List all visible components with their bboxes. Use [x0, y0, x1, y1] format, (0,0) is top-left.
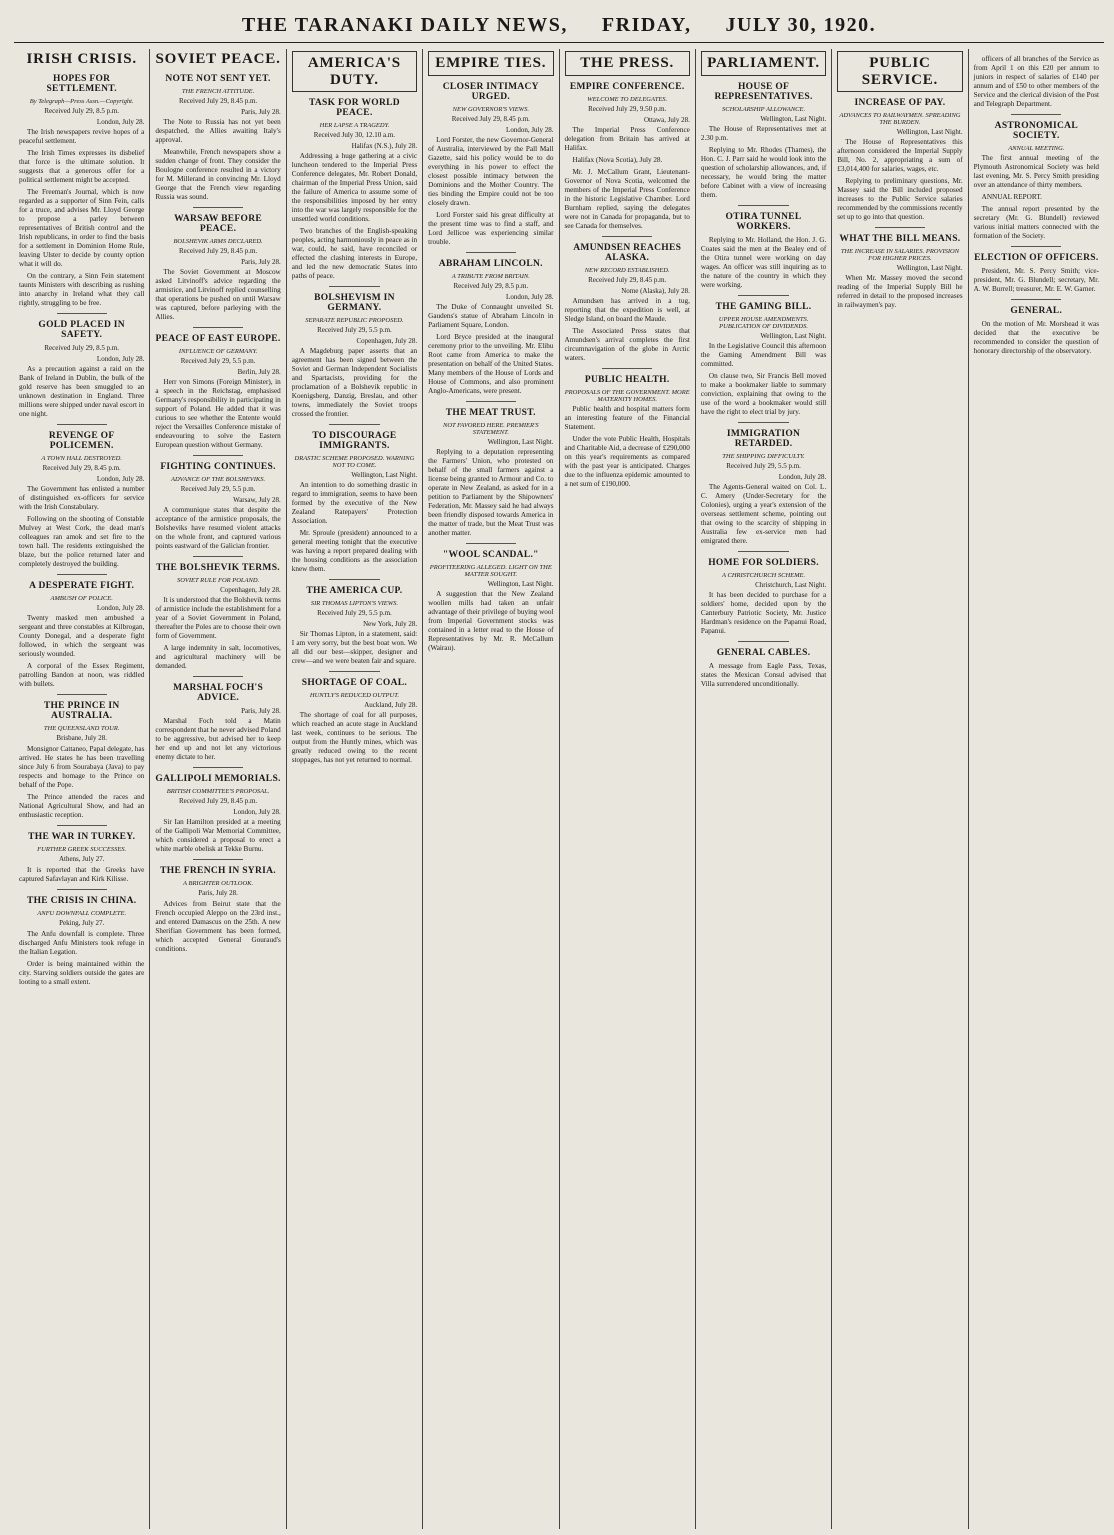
section-byline: UPPER HOUSE AMENDMENTS. PUBLICATION OF DIVIDENDS.: [718, 315, 809, 330]
section-divider: [738, 551, 788, 552]
section-subheading: A DESPERATE FIGHT.: [29, 580, 135, 591]
section-divider: [602, 236, 652, 237]
received-line: Received July 29, 8.45 p.m.: [178, 96, 258, 105]
article-paragraph: Meanwhile, French newspapers show a sudden change of front. They consider the Boulogne conference resulted in a victory for M. Millerand in convincing Mr. Lloyd George that the French view regarding Russia was sound.: [155, 147, 281, 201]
masthead-paper-name: THE TARANAKI DAILY NEWS,: [241, 13, 568, 36]
column-8: [969, 49, 1104, 1529]
section-subheading: GENERAL.: [1010, 306, 1063, 316]
column-heading: PARLIAMENT.: [701, 51, 826, 76]
section-byline: HUNTLY'S REDUCED OUTPUT.: [309, 692, 399, 699]
section-byline: A CHRISTCHURCH SCHEME.: [722, 571, 806, 579]
section-divider: [738, 422, 788, 423]
section-divider: [738, 205, 788, 206]
article-paragraph: A message from Eagle Pass, Texas, states the Mexican Consul advised that Villa surrendered unconditionally.: [700, 661, 827, 688]
section-divider: [875, 227, 925, 228]
column-6: [696, 49, 832, 1529]
article-paragraph: The Freeman's Journal, which is now regarded as a supporter of Sinn Fein, calls for a truce, and advises Mr. Lloyd George to propose a parley between representatives of British control and the Irish republicans, in order to find the basis for a settlement in Dominion Home Rule, leaving Ulster to decide by county option what it will do.: [19, 187, 145, 268]
section-subheading: THE MEAT TRUST.: [445, 407, 536, 418]
article-paragraph: Two branches of the English-speaking peoples, acting harmoniously in peace as in war, could, he said, have reconciled or effected the clashing interests in Europe, and led the new democratic States into paths of peace.: [291, 227, 418, 280]
column-7: [832, 49, 968, 1529]
article-paragraph: officers of all branches of the Service as from April 1 on this £20 per annum to juniors in respect of salaries of £140 per annum and of £50 to other members of the Service and the clerical division of the Post and Telegraph Department.: [973, 55, 1099, 108]
section-divider: [57, 574, 107, 575]
column-heading: SOVIET PEACE.: [155, 51, 281, 67]
article-paragraph: It has been decided to purchase for a soldiers' home, decided upon by the Canterbury Patriotic Society, Mr. Justice Hardman's residence on the Papanui Road, Papanui.: [700, 590, 827, 635]
section-byline: PROPOSALS OF THE GOVERNMENT. MORE MATERNITY HOMES.: [564, 388, 690, 403]
section-subheading: "WOOL SCANDAL.": [442, 549, 539, 560]
section-byline: ADVANCES TO RAILWAYMEN. SPREADING THE BURDEN.: [839, 112, 961, 126]
section-subheading: TASK FOR WORLD PEACE.: [308, 98, 400, 118]
section-divider: [193, 455, 243, 456]
dateline: Paris, July 28.: [241, 107, 281, 116]
received-line: Received July 29, 8.45 p.m.: [42, 463, 121, 472]
column-4: [423, 49, 559, 1529]
article-paragraph: The Note to Russia has not yet been despatched, the Allies awaiting Italy's approval.: [155, 117, 281, 144]
section-subheading: HOPES FOR SETTLEMENT.: [46, 73, 117, 94]
section-divider: [193, 859, 243, 860]
article-paragraph: Order is being maintained within the city. Starving soldiers outside the gates are looting to a small extent.: [19, 959, 145, 986]
article-paragraph: A Magdeburg paper asserts that an agreement has been signed between the Soviet and German Independent Socialists and Spartacists, providing for the proclamation of a Bolshevik republic in Koenigsberg, Danzig, Breslau, and other towns, immediately the Soviet troops crossed the frontier.: [291, 347, 418, 418]
section-divider: [193, 767, 243, 768]
received-line: Received July 29, 8.45 p.m.: [178, 796, 258, 805]
received-line: Received July 29, 5.5 p.m.: [726, 461, 801, 470]
dateline: Wellington, Last Night.: [487, 579, 554, 588]
article-paragraph: As a precaution against a raid on the Bank of Ireland in Dublin, the bulk of the gold reserve has been smuggled to an unknown destination in England. Three millions were shipped under naval escort in one night.: [19, 364, 145, 418]
article-paragraph: Replying to Mr. Rhodes (Thames), the Hon. C. J. Parr said he would look into the question of scholarship allowances, and, if necessary, he would bring the matter before Cabinet with a view of increasing them.: [700, 145, 827, 199]
received-line: Received July 29, 8.45 p.m.: [451, 114, 530, 123]
section-byline: HER LAPSE A TRAGEDY.: [319, 122, 390, 129]
dateline: Copenhagen, July 28.: [220, 585, 281, 594]
article-paragraph: The Agents-General waited on Col. L. C. Amery (Under-Secretary for the Colonies), urging a year's extension of the overseas settlement scheme, pointing out that owing to the scarcity of shipping in Australia few ex-service men had emigrated there.: [700, 482, 827, 545]
article-paragraph: The Imperial Press Conference delegation from Britain has arrived at Halifax.: [564, 125, 690, 152]
section-byline: By Telegraph—Press Assn.—Copyright.: [29, 97, 134, 105]
section-divider: [57, 424, 107, 425]
column-heading: IRISH CRISIS.: [26, 51, 137, 67]
section-subheading: TO DISCOURAGE IMMIGRANTS.: [312, 431, 397, 451]
section-subheading: THE FRENCH IN SYRIA.: [160, 865, 276, 876]
dateline: Christchurch, Last Night.: [755, 580, 827, 589]
article-paragraph: The House of Representatives met at 2.30 p.m.: [700, 124, 827, 142]
article-paragraph: A suggestion that the New Zealand woollen mills had taken an unfair advantage of their privilege of buying wool from Imperial Government stocks was contained in a letter read to the House of Representatives by Mr. R. McCallum (Wairau).: [428, 589, 554, 652]
section-divider: [602, 368, 652, 369]
article-paragraph: The Associated Press states that Amundsen's arrival completes the first circumnavigation of the globe in Arctic waters.: [564, 326, 690, 362]
section-byline: BRITISH COMMITTEE'S PROPOSAL.: [166, 787, 270, 795]
section-subheading: THE AMERICA CUP.: [306, 586, 403, 596]
dateline: London, July 28.: [506, 292, 554, 301]
article-paragraph: Replying to Mr. Holland, the Hon. J. G. Coates said the men at the Bealey end of the Otira tunnel were working on day wages. An officer was still inquiring as to the nature of the country in which they were working.: [700, 235, 827, 289]
article-paragraph: The shortage of coal for all purposes, which reached an acute stage in Auckland last week, continues to be serious. The output from the Huntly mines, which was greatly reduced owing to the recent stoppages, has not yet returned to normal.: [291, 711, 418, 764]
article-paragraph: A large indemnity in salt, locomotives, and agricultural machinery will be demanded.: [155, 643, 281, 670]
section-divider: [57, 889, 107, 890]
dateline: Warsaw, July 28.: [233, 495, 281, 504]
article-paragraph: Monsignor Cattaneo, Papal delegate, has arrived. He states he has been travelling since July 6 from Sourabaya (Java) to pay respects and homage to the Prince on behalf of the Pope.: [19, 744, 145, 789]
dateline: Paris, July 28.: [241, 706, 281, 715]
section-subheading: AMUNDSEN REACHES ALASKA.: [573, 242, 682, 263]
column-heading: THE PRESS.: [565, 51, 690, 76]
section-subheading: PEACE OF EAST EUROPE.: [155, 333, 281, 344]
article-paragraph: The Irish newspapers revive hopes of a peaceful settlement.: [19, 127, 145, 145]
section-divider: [466, 401, 516, 402]
dateline: Wellington, Last Night.: [896, 128, 963, 136]
section-subheading: NOTE NOT SENT YET.: [165, 73, 271, 84]
dateline: Wellington, Last Night.: [896, 264, 963, 272]
section-divider: [738, 641, 788, 642]
dateline: London, July 28.: [96, 354, 145, 363]
article-paragraph: When Mr. Massey moved the second reading of the Imperial Supply Bill he referred in detail to the proposed increases in railwaymen's pay.: [837, 274, 963, 309]
dateline: New York, July 28.: [363, 620, 418, 628]
article-paragraph: ANNUAL REPORT.: [981, 193, 1042, 201]
dateline: London, July 28.: [96, 117, 145, 126]
article-paragraph: An intention to do something drastic in regard to immigration, seems to have been formed by the executive of the New Zealand Ratepayers' Protection Association.: [291, 481, 418, 525]
section-subheading: THE GAMING BILL.: [715, 301, 812, 312]
dateline: Wellington, Last Night.: [760, 114, 827, 123]
section-byline: SOVIET RULE FOR POLAND.: [176, 576, 260, 584]
dateline: London, July 28.: [96, 474, 145, 483]
article-paragraph: Following on the shooting of Constable Mulvey at West Cork, the dead man's colleagues ran amok and set fire to the town hall. The residents extinguished the blaze, but the police returned later and completely destroyed the building.: [19, 514, 145, 568]
article-paragraph: Addressing a huge gathering at a civic luncheon tendered to the Imperial Press Conference delegates, Mr. Robert Donald, chairman of the Imperial Press Union, said the failure of America to assume some of the responsibilities imposed by her entry into the war was largely responsible for the unsettled world conditions.: [291, 152, 418, 223]
section-subheading: GENERAL CABLES.: [716, 647, 811, 658]
article-paragraph: The Prince attended the races and National Agricultural Show, and had an enthusiastic reception.: [19, 792, 145, 819]
article-paragraph: In the Legislative Council this afternoon the Gaming Amendment Bill was committed.: [700, 341, 827, 368]
section-byline: AMBUSH OF POLICE.: [50, 594, 113, 602]
received-line: Athens, July 27.: [58, 854, 105, 863]
section-divider: [1011, 246, 1061, 247]
section-divider: [738, 295, 788, 296]
article-paragraph: On the contrary, a Sinn Fein statement taunts Ministers with describing as rushing into anarchy in Ireland what they call rightly, struggling to be free.: [19, 271, 145, 307]
section-subheading: THE BOLSHEVIK TERMS.: [156, 562, 280, 573]
article-paragraph: Lord Bryce presided at the inaugural ceremony prior to the unveiling. Mr. Elihu Root came from America to make the presentation on behalf of the United States. Many members of the House of Lords and House of Commons, and also prominent Anglo-Americans, were present.: [428, 332, 554, 395]
section-divider: [1011, 114, 1061, 115]
article-paragraph: Sir Thomas Lipton, in a statement, said: I am very sorry, but the best boat won. We all did our best—skipper, designer and crew—and we were beaten fair and square.: [291, 630, 418, 665]
section-subheading: WHAT THE BILL MEANS.: [839, 234, 961, 244]
section-subheading: HOME FOR SOLDIERS.: [708, 557, 819, 568]
dateline: Wellington, Last Night.: [351, 471, 418, 479]
column-3: [287, 49, 423, 1529]
section-divider: [193, 556, 243, 557]
article-paragraph: A communique states that despite the acceptance of the armistice proposals, the Bolsheviks have resumed violent attacks on the whole front, and captured various points eastward of the Galician frontier.: [155, 505, 281, 550]
section-divider: [57, 313, 107, 314]
received-line: Brisbane, July 28.: [56, 733, 107, 742]
dateline: Paris, July 28.: [241, 257, 281, 266]
article-paragraph: Public health and hospital matters form an interesting feature of the Financial Statement.: [564, 404, 690, 431]
section-subheading: GOLD PLACED IN SAFETY.: [38, 319, 125, 340]
section-divider: [193, 327, 243, 328]
article-paragraph: Amundsen has arrived in a tug, reporting that the expedition is well, at Sledge Island, on board the Maude.: [564, 296, 690, 323]
section-byline: FURTHER GREEK SUCCESSES.: [37, 845, 127, 853]
dateline: Wellington, Last Night.: [760, 331, 827, 340]
section-subheading: MARSHAL FOCH'S ADVICE.: [173, 682, 264, 703]
section-divider: [1011, 299, 1061, 300]
article-paragraph: The Duke of Connaught unveiled St. Gaudens's statue of Abraham Lincoln in Parliament Square, London.: [428, 302, 554, 329]
section-byline: PROFITEERING ALLEGED. LIGHT ON THE MATTER SOUGHT.: [429, 563, 552, 578]
section-subheading: THE CRISIS IN CHINA.: [26, 895, 137, 906]
article-paragraph: The first annual meeting of the Plymouth Astronomical Society was held last evening, Mr. S. Percy Smith presiding over an attendance of thirty members.: [973, 154, 1099, 189]
section-subheading: IMMIGRATION RETARDED.: [726, 428, 801, 449]
received-line: Received July 29, 5.5 p.m.: [317, 609, 392, 617]
article-paragraph: It is reported that the Greeks have captured Safavlayan and Kirk Kilisse.: [19, 865, 145, 883]
dateline: London, July 28.: [506, 125, 554, 134]
section-subheading: REVENGE OF POLICEMEN.: [48, 430, 115, 451]
section-subheading: THE WAR IN TURKEY.: [28, 831, 136, 842]
section-subheading: EMPIRE CONFERENCE.: [569, 81, 685, 92]
section-byline: A TOWN HALL DESTROYED.: [41, 454, 122, 462]
dateline: Ottawa, July 28.: [643, 115, 690, 124]
section-divider: [329, 671, 379, 672]
section-subheading: BOLSHEVISM IN GERMANY.: [314, 293, 395, 313]
section-subheading: FIGHTING CONTINUES.: [160, 461, 276, 472]
section-byline: SIR THOMAS LIPTON'S VIEWS.: [310, 600, 399, 607]
article-paragraph: The Soviet Government at Moscow asked Litvinoff's advice regarding the armistice, and Litvinoff replied counselling that operations be pushed on until Warsaw was captured, before parleying with the Allies.: [155, 267, 281, 321]
article-paragraph: The annual report presented by the secretary (Mr. G. Blundell) reviewed various initial matters connected with the formation of the Society.: [973, 205, 1099, 240]
masthead: [14, 8, 1104, 43]
section-byline: SEPARATE REPUBLIC PROPOSED.: [305, 317, 404, 324]
dateline: Nome (Alaska), July 28.: [621, 286, 690, 295]
dateline: London, July 28.: [233, 807, 281, 816]
section-byline: NEW RECORD ESTABLISHED.: [584, 266, 670, 274]
article-paragraph: The Anfu downfall is complete. Three discharged Anfu Ministers took refuge in the Italian Legation.: [19, 929, 145, 956]
column-heading: AMERICA'S DUTY.: [292, 51, 417, 92]
received-line: Received July 30, 12.10 a.m.: [313, 131, 396, 139]
section-subheading: WARSAW BEFORE PEACE.: [174, 213, 263, 234]
article-paragraph: The House of Representatives this afternoon considered the Imperial Supply Bill, No. 2, appropriating a sum of £3,014,400 for salaries, wages, etc.: [837, 138, 963, 173]
dateline: Halifax (N.S.), July 28.: [351, 142, 418, 150]
section-byline: ANFU DOWNFALL COMPLETE.: [37, 909, 127, 917]
column-2: [150, 49, 286, 1529]
article-paragraph: Halifax (Nova Scotia), July 28.: [572, 155, 663, 164]
section-subheading: ASTRONOMICAL SOCIETY.: [994, 121, 1078, 141]
article-paragraph: Replying to a deputation representing the Farmers' Union, who protested on behalf of the small farmers against a license being granted to Armour and Co. to operate in New Zealand, as asked for in a petition to Parliament by the Shipowners' Federation, Mr. Massey said he had always been friendly disposed towards America in the matter of trade, but the Meat Trust was another matter.: [428, 447, 554, 537]
section-divider: [329, 579, 379, 580]
dateline: Copenhagen, July 28.: [356, 337, 418, 345]
section-divider: [193, 207, 243, 208]
section-divider: [57, 825, 107, 826]
section-byline: THE FRENCH ATTITUDE.: [181, 87, 255, 95]
dateline: London, July 28.: [778, 472, 827, 481]
section-divider: [57, 694, 107, 695]
received-line: Received July 29, 8.5 p.m.: [44, 343, 120, 352]
dateline: London, July 28.: [96, 603, 145, 612]
section-byline: THE QUEENSLAND TOUR.: [43, 724, 120, 732]
section-subheading: THE PRINCE IN AUSTRALIA.: [43, 700, 120, 721]
section-byline: DRASTIC SCHEME PROPOSED. WARNING NOT TO COME.: [294, 455, 415, 469]
column-heading: EMPIRE TIES.: [428, 51, 553, 76]
section-subheading: ABRAHAM LINCOLN.: [438, 258, 543, 269]
column-5: [560, 49, 696, 1529]
received-line: Paris, July 28.: [198, 888, 238, 897]
received-line: Received July 29, 8.5 p.m.: [44, 106, 120, 115]
masthead-date: JULY 30, 1920.: [725, 13, 877, 36]
article-paragraph: On clause two, Sir Francis Bell moved to make a bookmaker liable to summary conviction, explaining that owing to the use of the word a bookmaker would still have the right to elect trial by jury.: [700, 371, 827, 416]
section-byline: THE INCREASE IN SALARIES. PROVISION FOR HIGHER PRICES.: [840, 248, 960, 262]
section-byline: NOT FAVORED HERE. PREMIER'S STATEMENT.: [443, 421, 539, 436]
dateline: Berlin, July 28.: [237, 367, 281, 376]
section-subheading: OTIRA TUNNEL WORKERS.: [725, 211, 802, 232]
column-heading: PUBLIC SERVICE.: [837, 51, 962, 92]
section-byline: THE SHIPPING DIFFICULTY.: [722, 452, 805, 460]
article-paragraph: Marshal Foch told a Matin correspondent that he never advised Poland to be aggressive, but advised her to keep her end up and not let any victorious enemy dictate to her.: [155, 716, 281, 761]
section-byline: ANNUAL MEETING.: [1008, 145, 1065, 152]
section-divider: [466, 252, 516, 253]
columns-container: [14, 49, 1104, 1529]
article-paragraph: Under the vote Public Health, Hospitals and Charitable Aid, a decrease of £290,000 on this year's requirements as compared with the past year is anticipated. Charges due to the influenza epidemic amounted to a net sum of £190,000.: [564, 434, 690, 488]
section-byline: INFLUENCE OF GERMANY.: [178, 347, 258, 355]
section-byline: SCHOLARSHIP ALLOWANCE.: [722, 105, 806, 113]
article-paragraph: President, Mr. S. Percy Smith; vice-president, Mr. G. Blundell; secretary, Mr. A. W. Burrell; treasurer, Mr. E. W. Garner.: [973, 267, 1099, 293]
dateline: Auckland, July 28.: [364, 701, 418, 709]
article-paragraph: Mr. Sproule (president) announced to a general meeting tonight that the executive was having a report prepared dealing with the housing conditions as the association knew them.: [291, 529, 418, 573]
column-1: [14, 49, 150, 1529]
article-paragraph: On the motion of Mr. Morshead it was decided that the executive be recommended to consider the question of honorary directorship of the observatory.: [973, 320, 1099, 355]
received-line: Received July 29, 8.5 p.m.: [453, 281, 529, 290]
section-byline: BOLSHEVIK ARMS DECLARED.: [173, 237, 263, 245]
section-byline: NEW GOVERNOR'S VIEWS.: [452, 105, 529, 113]
received-line: Received July 29, 8.45 p.m.: [178, 246, 258, 255]
masthead-day: FRIDAY,: [601, 13, 692, 36]
article-paragraph: A corporal of the Essex Regiment, patrolling Bandon at noon, was riddled with bullets.: [19, 661, 145, 688]
section-byline: ADVANCE OF THE BOLSHEVIKS.: [171, 475, 266, 483]
received-line: Received July 29, 9.50 p.m.: [588, 104, 667, 113]
received-line: Received July 29, 5.5 p.m.: [317, 326, 392, 334]
received-line: Received July 29, 5.5 p.m.: [180, 356, 256, 365]
article-paragraph: Twenty masked men ambushed a sergeant and three constables at Kilbrogan, County Donegal, and a desperate fight followed, in which the sergeant was seriously wounded.: [19, 613, 145, 658]
article-paragraph: Lord Forster, the new Governor-General of Australia, interviewed by the Pall Mall Gazette, said his policy would be to do everything in his power to effect the closest possible intimacy between the Dominions and the Mother Country. The ties binding the Empire could not be too closely drawn.: [428, 135, 554, 207]
article-paragraph: The Government has enlisted a number of distinguished ex-officers for service with the Irish Constabulary.: [19, 484, 145, 511]
received-line: Received July 29, 5.5 p.m.: [180, 484, 256, 493]
section-subheading: PUBLIC HEALTH.: [584, 374, 670, 385]
section-divider: [466, 543, 516, 544]
received-line: Peking, July 27.: [59, 918, 105, 927]
received-line: Received July 29, 8.45 p.m.: [588, 275, 667, 284]
section-subheading: CLOSER INTIMACY URGED.: [442, 81, 539, 102]
article-paragraph: Advices from Beirut state that the French occupied Aleppo on the 23rd inst., and entered Damascus on the 25th. A new Sherifian Government has been formed, which accepted General Gouraud's conditions.: [155, 899, 281, 953]
section-subheading: SHORTAGE OF COAL.: [301, 678, 408, 688]
article-paragraph: Sir Ian Hamilton presided at a meeting of the Gallipoli War Memorial Committee, which considered a proposal to erect a white marble obelisk at Tekke Burnu.: [155, 817, 281, 853]
article-paragraph: It is understood that the Bolshevik terms of armistice include the establishment for a year of a Soviet Government in Poland, thereafter the Poles are to choose their own form of Government.: [155, 595, 281, 640]
section-byline: A TRIBUTE FROM BRITAIN.: [451, 272, 530, 280]
section-subheading: ELECTION OF OFFICERS.: [974, 253, 1099, 263]
section-subheading: GALLIPOLI MEMORIALS.: [155, 773, 281, 784]
section-divider: [329, 286, 379, 287]
section-divider: [193, 676, 243, 677]
section-byline: WELCOME TO DELEGATES.: [587, 95, 668, 103]
section-divider: [329, 424, 379, 425]
article-paragraph: Herr von Simons (Foreign Minister), in a speech in the Reichstag, emphasised Germany's responsibility in participating in support of Poland. He added that it was curious to see whether the Entente would reject the Versailles Conference mistake of endeavouring to solve the Eastern European question without Germany.: [155, 377, 281, 449]
article-paragraph: Replying to preliminary questions, Mr. Massey said the Bill included proposed increases to the Public Service salaries recommended by the commissions recently set up to go into that question.: [837, 177, 963, 221]
section-subheading: INCREASE OF PAY.: [854, 98, 946, 108]
section-subheading: HOUSE OF REPRESENTATIVES.: [714, 81, 813, 102]
dateline: Wellington, Last Night.: [487, 437, 554, 446]
section-byline: A BRIGHTER OUTLOOK.: [183, 879, 254, 887]
article-paragraph: Lord Forster said his great difficulty at the present time was to find a staff, and Lord Jellicoe was experiencing similar trouble.: [428, 210, 554, 246]
article-paragraph: Mr. J. McCallum Grant, Lieutenant-Governor of Nova Scotia, welcomed the members of the Imperial Press Conference in the historic Legislative Chamber. Lord Burnham replied, saying the delegates were not in Canada for propaganda, but to see Canada for themselves.: [564, 167, 690, 230]
article-paragraph: The Irish Times expresses its disbelief that force is the ultimate solution. It suggests that a generous offer for a political settlement might be accepted.: [19, 148, 145, 184]
